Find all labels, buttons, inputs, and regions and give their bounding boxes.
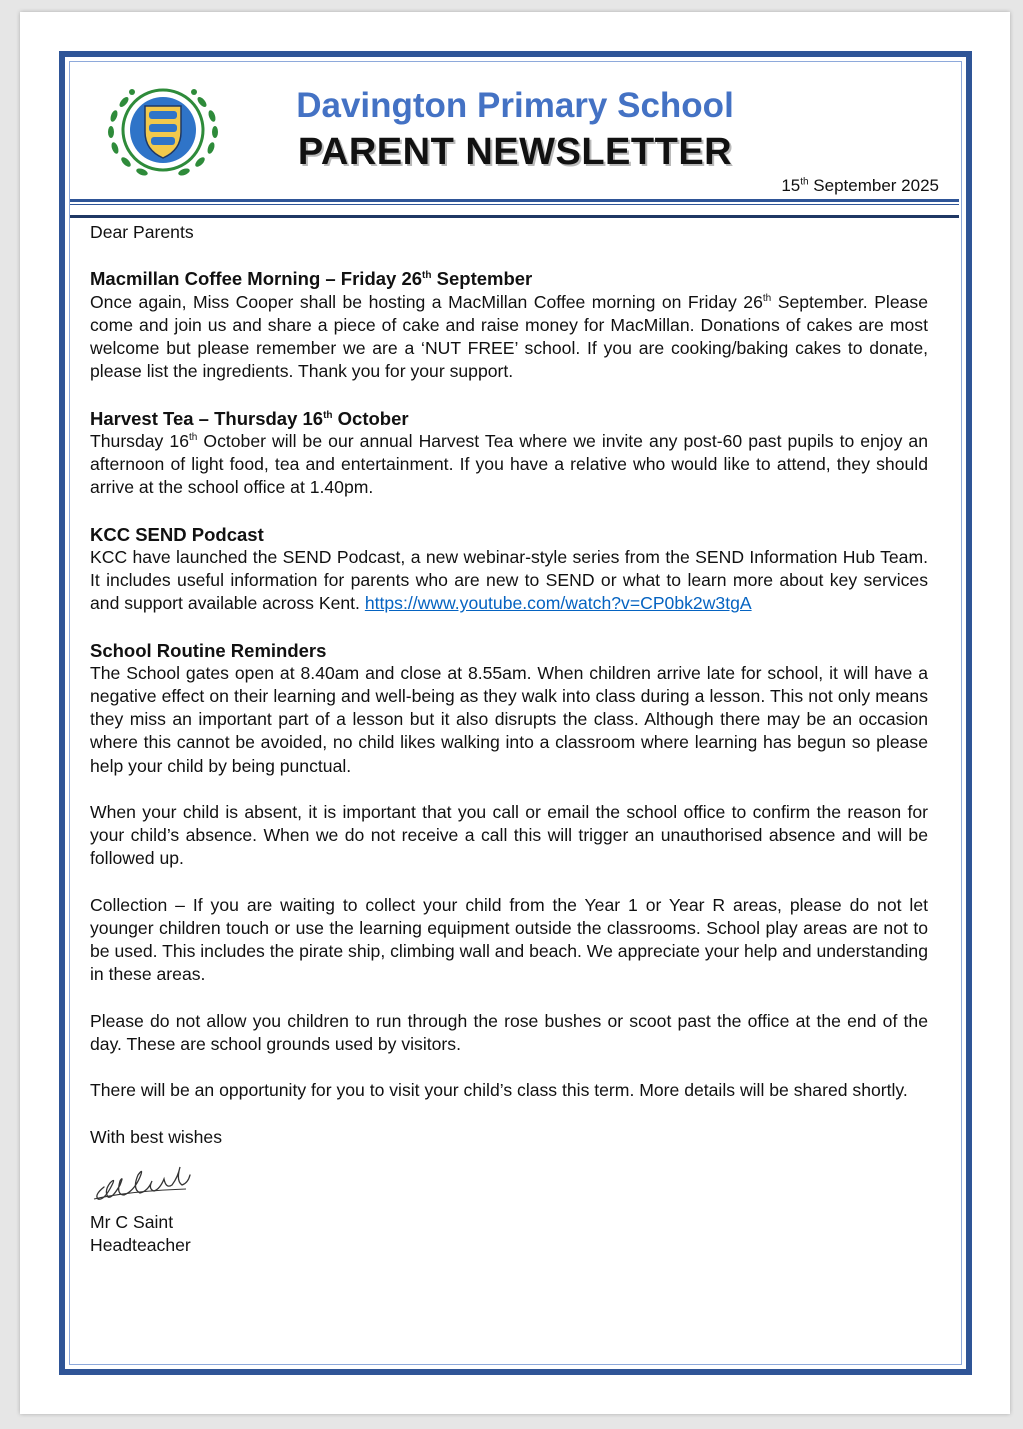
headteacher-role: Headteacher [90,1235,191,1256]
headteacher-name: Mr C Saint [90,1211,174,1232]
podcast-link[interactable]: https://www.youtube.com/watch?v=CP0bk2w3tgA [364,593,752,614]
greeting: Dear Parents [90,222,194,242]
header-rule-bottom [70,215,959,218]
closing-wishes: With best wishes [90,1126,222,1147]
header-rule [70,199,959,202]
podcast-text: KCC have launched the SEND Podcast, a new webinar-style series from the SEND Information Hub Team. It includes useful information for parents who are new to SEND or what to learn more about key services and support available across Kent. https://www.youtube.com/watch?v=CP0bk2w3tgA [90,546,928,614]
routine-text-grounds: Please do not allow you children to run through the rose bushes or scoot past the office at the end of the day. These are school grounds used by visitors. [90,1010,928,1054]
routine-text-visit: There will be an opportunity for you to visit your child’s class this term. More details will be shared shortly. [90,1080,908,1101]
newsletter-body [90,221,928,1257]
newsletter-title: PARENT NEWSLETTER [297,131,733,173]
podcast-heading: KCC SEND Podcast [90,523,264,545]
school-name: Davington Primary School [296,86,734,125]
newsletter-date: 15th September 2025 [781,176,939,195]
routine-text-absence: When your child is absent, it is important that you call or email the school office to confirm the reason for your child’s absence. When we do not receive a call this will trigger an unauthorised absence and will be followed up. [90,802,928,869]
routine-text-gates: The School gates open at 8.40am and close at 8.55am. When children arrive late for school, it will have a negative effect on their learning and well-being as they walk into class during a lesson. This not only means they miss an important part of a lesson but it also disrupts the class. Although there may be an occasion where this cannot be avoided, no child likes walking into a classroom where learning has begun so please help your child by being punctual. [90,662,928,776]
header-rule-thin [70,204,959,205]
macmillan-text: Once again, Miss Cooper shall be hosting a MacMillan Coffee morning on Friday 26th September. Please come and join us and share a piece of cake and raise money for MacMillan. Donations of cakes are most welcome but please remember we are a ‘NUT FREE’ school. If you are cooking/baking cakes to donate, please list the ingredients. Thank you for your support. [90,291,928,382]
signature-icon [90,1155,200,1205]
routine-heading: School Routine Reminders [90,639,327,661]
harvest-heading: Harvest Tea – Thursday 16th October [90,407,409,429]
harvest-text: Thursday 16th October will be our annual Harvest Tea where we invite any post-60 past pupils to enjoy an afternoon of light food, tea and entertainment. If you have a relative who would like to attend, they should arrive at the school office at 1.40pm. [90,430,929,498]
macmillan-heading: Macmillan Coffee Morning – Friday 26th September [90,268,533,290]
routine-text-collection: Collection – If you are waiting to collect your child from the Year 1 or Year R areas, please do not let younger children touch or use the learning equipment outside the classrooms. School play areas are not to be used. This includes the pirate ship, climbing wall and beach. We appreciate your help and understanding in these areas. [90,894,928,985]
school-crest-logo [102,78,224,180]
